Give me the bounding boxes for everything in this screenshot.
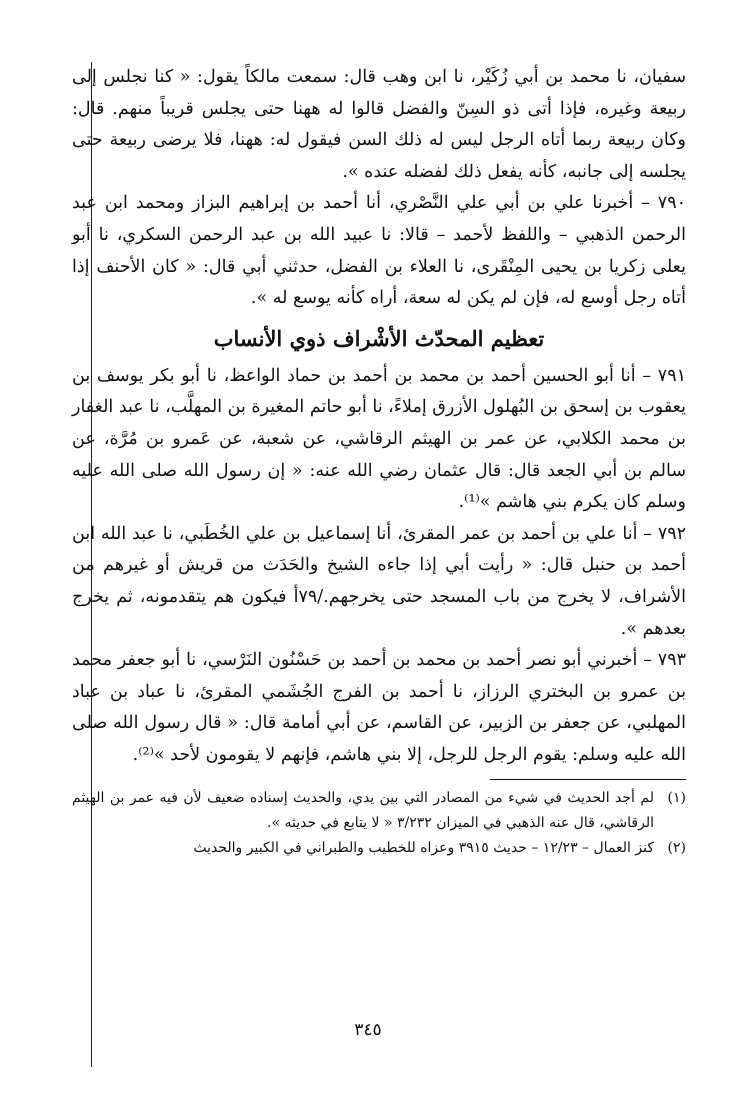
footnote-text: كنز العمال – ١٢/٢٣ – حديث ٣٩١٥ وعزاه للخطيب والطبراني في الكبير والحديث (193, 840, 654, 857)
paragraph-792: ٧٩٢ – أنا علي بن أحمد بن عمر المقرئ، أنا إسماعيل بن علي الخُطَبي، نا عبد الله ابن أحمد بن حنبل قال: « رأيت أبي إذا جاءه الشيخ والحَدَث من قريش أو غيرهم من الأشراف، لا يخرج من باب المسجد حتى يخرجهم./٧٩أ فيكون هم يتقدمونه، ثم يخرج بعدهم ». (72, 523, 687, 639)
footnote-marker: (١) (667, 790, 686, 807)
paragraph-790: ٧٩٠ – أخبرنا علي بن أبي علي النَّصْري، أنا أحمد بن إبراهيم البزاز ومحمد ابن عبد الرحمن الذهبي – واللفظ لأحمد – قالا: نا عبيد الله بن عبد الرحمن السكري، نا أبو يعلى زكريا بن يحيى المِنْقَرى، نا العلاء بن الفضل، حدثني أبي قال: « كان الأحنف إذا أتاه رجل أوسع له، فإن لم يكن له سعة، أراه كأنه يوسع له ». (72, 193, 686, 309)
section-heading: تعظيم المحدّث الأشْراف ذوي الأنساب (213, 325, 545, 351)
page-content (72, 62, 686, 861)
footnote-item (72, 836, 686, 861)
footnote-text: لم أجد الحديث في شيء من المصادر التي بين يدي، والحديث إسناده ضعيف لأن فيه عمر بن الهيثم الرقاشي، قال عنه الذهبي في الميزان ٣/٢٣٢ « لا يتابع في حديثه ». (72, 790, 654, 832)
page-number: ٣٤٥ (354, 1020, 382, 1040)
paragraph-793: ٧٩٣ – أخبرني أبو نصر أحمد بن محمد بن أحمد بن حَسْنُون النَرْسي، نا أبو جعفر محمد بن عمرو بن البختري الرزاز، نا أحمد بن الفرج الجُشَمي المقرئ، نا عباد بن عباد المهلبي، عن جعفر بن الزبير، عن القاسم، عن أبي أمامة قال: « قال رسول الله صلى الله عليه وسلم: يقوم الرجل للرجل، إلا بني هاشم، فإنهم لا يقومون لأحد »⁽²⁾. (72, 650, 686, 765)
footnote-separator (490, 779, 686, 780)
footnotes (72, 786, 686, 861)
paragraph-791: ٧٩١ – أنا أبو الحسين أحمد بن محمد بن أحمد بن حماد الواعظ، نا أبو بكر يوسف بن يعقوب بن إسحق بن البُهلول الأزرق إملاءً، نا أبو حاتم المغيرة بن المهلَّب، نا عبد الغفار بن محمد الكلابي، عن عمر بن الهيثم الرقاشي، عن شعبة، عن عَمرو بن مُرَّة، عن سالم بن أبي الجعد قال: قال عثمان رضي الله عنه: « إن رسول الله صلى الله عليه وسلم كان يكرم بني هاشم »⁽¹⁾. (72, 365, 686, 513)
footnote-marker: (٢) (667, 840, 686, 857)
paragraph-continued: سفيان، نا محمد بن أبي زُكَيْر، نا ابن وهب قال: سمعت مالكاً يقول: « كنا نجلس إلى ربيعة وغيره، فإذا أتى ذو السِنّ والفضل قالوا له ههنا حتى يجلس قريباً منهم. قال: وكان ربيعة ربما أتاه الرجل ليس له ذلك السن فيقول له: ههنا، فلا يرضى ربيعة حتى يجلسه إلى جانبه، كأنه يفعل ذلك لفضله عنده ». (72, 67, 686, 182)
footnote-item (72, 786, 686, 836)
